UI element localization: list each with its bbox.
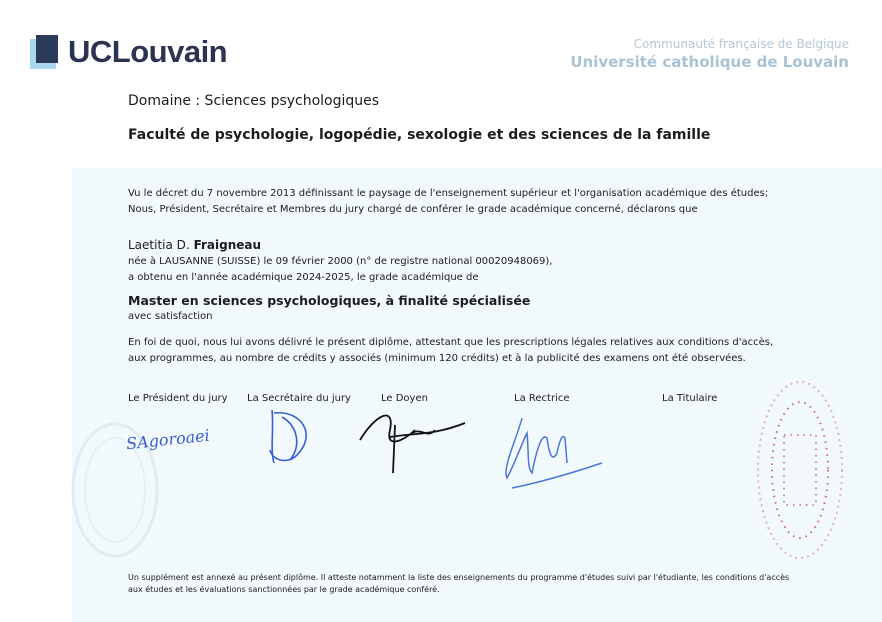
birth-info: née à LAUSANNE (SUISSE) le 09 février 2000 (n° de registre national 00020948069), bbox=[128, 256, 553, 267]
graduate-last-name: Fraigneau bbox=[193, 238, 262, 252]
degree-mention: avec satisfaction bbox=[128, 311, 213, 322]
preamble bbox=[128, 186, 768, 217]
supplement-line: Un supplément est annexé au présent diplôme. Il atteste notamment la liste des enseignements du programme d'études suivi par l'étudiante, les conditions d'accès bbox=[128, 573, 790, 582]
degree-title: Master en sciences psychologiques, à finalité spécialisée bbox=[128, 293, 531, 308]
holder-seal-icon bbox=[752, 375, 852, 565]
graduate-first-names: Laetitia D. bbox=[128, 238, 190, 252]
institution-header bbox=[570, 37, 849, 71]
rector-label: La Rectrice bbox=[514, 393, 570, 404]
attestation-line: En foi de quoi, nous lui avons délivré le présent diplôme, attestant que les prescriptions légales relatives aux conditions d'accès, bbox=[128, 337, 774, 348]
holder-label: La Titulaire bbox=[662, 393, 718, 404]
rector-signature bbox=[497, 408, 607, 498]
preamble-line: Nous, Président, Secrétaire et Membres du jury chargé de conférer le grade académique concerné, déclarons que bbox=[128, 203, 698, 215]
logo-text: UCLouvain bbox=[68, 34, 228, 69]
faculty-title: Faculté de psychologie, logopédie, sexologie et des sciences de la famille bbox=[128, 127, 711, 143]
secretary-label: La Secrétaire du jury bbox=[247, 393, 351, 404]
supplement-note bbox=[128, 572, 789, 595]
supplement-line: aux études et les évaluations sanctionnées par le grade académique conféré. bbox=[128, 584, 440, 594]
president-label: Le Président du jury bbox=[128, 393, 228, 404]
community-label: Communauté française de Belgique bbox=[633, 37, 849, 51]
preamble-line: Vu le décret du 7 novembre 2013 définissant le paysage de l'enseignement supérieur et l'organisation académique des études; bbox=[128, 188, 769, 199]
secretary-signature bbox=[262, 405, 322, 470]
president-signature: SAgoroaei bbox=[125, 425, 211, 454]
logo-mark-icon bbox=[30, 35, 60, 69]
uclouvain-logo bbox=[30, 34, 227, 70]
domain-label: Domaine : Sciences psychologiques bbox=[128, 93, 380, 109]
attestation bbox=[128, 335, 773, 366]
dean-signature bbox=[355, 405, 470, 475]
attestation-line: aux programmes, au nombre de crédits y associés (minimum 120 crédits) et à la publicité des examens ont été observées. bbox=[128, 352, 746, 364]
graduate-name bbox=[128, 238, 261, 252]
graduate-details bbox=[128, 254, 553, 285]
dean-label: Le Doyen bbox=[381, 393, 428, 404]
university-name: Université catholique de Louvain bbox=[570, 53, 849, 71]
obtained-info: a obtenu en l'année académique 2024-2025, le grade académique de bbox=[128, 271, 479, 283]
